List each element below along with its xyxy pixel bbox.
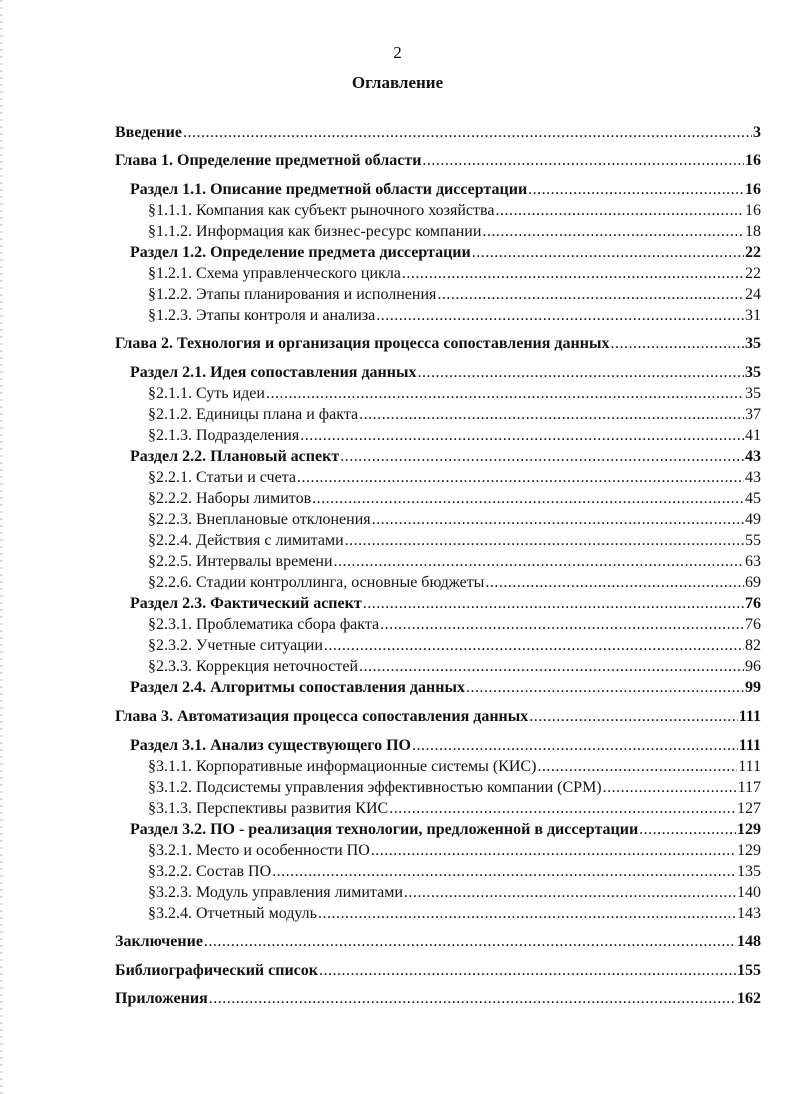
toc-leader-dots xyxy=(266,384,744,404)
toc-entry-page: 49 xyxy=(745,511,761,528)
toc-entry-label: Библиографический список xyxy=(115,962,318,979)
toc-entry-label: Раздел 3.2. ПО - реализация технологии, предложенной в диссертации xyxy=(130,821,639,838)
toc-entry-3-1-1[interactable] xyxy=(148,757,761,777)
toc-entry-page: 155 xyxy=(737,962,761,979)
toc-entry-chapter-3[interactable] xyxy=(115,707,761,727)
toc-leader-dots xyxy=(376,306,744,326)
toc-entry-1-2-3[interactable] xyxy=(148,306,761,326)
toc-entry-page: 117 xyxy=(737,779,761,796)
toc-leader-dots xyxy=(417,363,744,383)
toc-title: Оглавление xyxy=(351,73,444,92)
toc-leader-dots xyxy=(437,285,744,305)
toc-entry-2-2-1[interactable] xyxy=(148,468,761,488)
toc-leader-dots xyxy=(272,862,736,882)
toc-entry-page: 111 xyxy=(738,737,761,754)
toc-entry-page: 22 xyxy=(745,244,761,261)
toc-entry-2-2-6[interactable] xyxy=(148,573,761,593)
toc-entry-section-2-1[interactable] xyxy=(130,363,761,383)
toc-entry-label: §3.2.2. Состав ПО xyxy=(148,863,272,880)
toc-entry-label: §2.2.4. Действия с лимитами xyxy=(148,532,344,549)
toc-entry-label: Раздел 1.2. Определение предмета диссертации xyxy=(130,244,471,261)
toc-entry-label: §1.1.2. Информация как бизнес-ресурс компании xyxy=(148,223,482,240)
toc-leader-dots xyxy=(389,799,736,819)
toc-entry-page: 140 xyxy=(737,884,761,901)
toc-entry-label: §2.2.3. Внеплановые отклонения xyxy=(148,511,371,528)
toc-entry-label: Раздел 2.2. Плановый аспект xyxy=(130,448,340,465)
toc-entry-page: 69 xyxy=(745,574,761,591)
toc-leader-dots xyxy=(380,615,744,635)
toc-entry-page: 35 xyxy=(745,364,761,381)
toc-entry-section-1-1[interactable] xyxy=(130,180,761,200)
toc-entry-1-2-1[interactable] xyxy=(148,264,761,284)
toc-entry-page: 111 xyxy=(738,708,761,725)
toc-entry-label: §1.2.3. Этапы контроля и анализа xyxy=(148,307,376,324)
toc-leader-dots xyxy=(371,841,736,861)
toc-entry-2-2-4[interactable] xyxy=(148,531,761,551)
toc-entry-label: §2.2.2. Наборы лимитов xyxy=(148,490,312,507)
toc-entry-2-1-1[interactable] xyxy=(148,384,761,404)
toc-entry-page: 82 xyxy=(745,637,761,654)
toc-entry-label: §1.2.2. Этапы планирования и исполнения xyxy=(148,286,437,303)
toc-entry-2-2-3[interactable] xyxy=(148,510,761,530)
toc-entry-label: §2.1.2. Единицы плана и факта xyxy=(148,406,359,423)
toc-leader-dots xyxy=(209,989,736,1009)
toc-entry-section-1-2[interactable] xyxy=(130,243,761,263)
toc-entry-page: 129 xyxy=(737,821,761,838)
toc-leader-dots xyxy=(495,201,744,221)
toc-entry-label: §2.3.2. Учетные ситуации xyxy=(148,637,323,654)
toc-entry-label: Раздел 3.1. Анализ существующего ПО xyxy=(130,737,411,754)
toc-entry-page: 35 xyxy=(745,385,761,402)
toc-entry-2-1-2[interactable] xyxy=(148,405,761,425)
toc-entry-label: §3.1.3. Перспективы развития КИС xyxy=(148,800,389,817)
toc-entry-3-1-3[interactable] xyxy=(148,799,761,819)
toc-entry-page: 162 xyxy=(737,990,761,1007)
toc-entry-label: §2.3.1. Проблематика сбора факта xyxy=(148,616,380,633)
toc-leader-dots xyxy=(529,707,738,727)
toc-entry-label: §2.1.1. Суть идеи xyxy=(148,385,265,402)
toc-entry-page: 55 xyxy=(745,532,761,549)
toc-entry-label: Раздел 2.1. Идея сопоставления данных xyxy=(130,364,417,381)
toc-entry-2-1-3[interactable] xyxy=(148,426,761,446)
toc-entry-label: Заключение xyxy=(115,933,203,950)
toc-leader-dots xyxy=(183,123,752,143)
toc-entry-2-3-3[interactable] xyxy=(148,657,761,677)
toc-entry-label: Введение xyxy=(115,124,182,141)
toc-entry-page: 143 xyxy=(737,905,761,922)
toc-leader-dots xyxy=(610,334,744,354)
toc-entry-label: §3.2.1. Место и особенности ПО xyxy=(148,842,370,859)
toc-entry-2-3-2[interactable] xyxy=(148,636,761,656)
toc-leader-dots xyxy=(312,489,744,509)
toc-entry-page: 43 xyxy=(745,469,761,486)
toc-entry-section-3-2[interactable] xyxy=(130,820,761,840)
toc-entry-label: §3.1.1. Корпоративные информационные системы (КИС) xyxy=(148,758,537,775)
toc-leader-dots xyxy=(204,932,736,952)
toc-entry-2-3-1[interactable] xyxy=(148,615,761,635)
toc-entry-conclusion[interactable] xyxy=(115,932,761,952)
toc-entry-label: §3.1.2. Подсистемы управления эффективностью компании (CPM) xyxy=(148,779,602,796)
toc-entry-page: 41 xyxy=(745,427,761,444)
toc-entry-page: 16 xyxy=(745,152,761,169)
toc-entry-1-1-2[interactable] xyxy=(148,222,761,242)
toc-entry-section-3-1[interactable] xyxy=(130,736,761,756)
toc-leader-dots xyxy=(639,820,736,840)
toc-leader-dots xyxy=(363,594,744,614)
toc-leader-dots xyxy=(472,243,744,263)
toc-entry-page: 96 xyxy=(745,658,761,675)
toc-leader-dots xyxy=(603,778,737,798)
toc-entry-label: §1.1.1. Компания как субъект рыночного хозяйства xyxy=(148,202,495,219)
toc-entry-page: 31 xyxy=(745,307,761,324)
toc-leader-dots xyxy=(340,447,744,467)
toc-entry-page: 37 xyxy=(745,406,761,423)
toc-entry-label: §2.2.5. Интервалы времени xyxy=(148,553,333,570)
toc-entry-label: Глава 3. Автоматизация процесса сопоставления данных xyxy=(115,708,529,725)
toc-entry-label: Раздел 1.1. Описание предметной области диссертации xyxy=(130,181,528,198)
toc-entry-label: §1.2.1. Схема управленческого цикла xyxy=(148,265,401,282)
toc-entry-page: 99 xyxy=(745,679,761,696)
toc-entry-page: 129 xyxy=(737,842,761,859)
toc-entry-1-2-2[interactable] xyxy=(148,285,761,305)
toc-leader-dots xyxy=(422,151,744,171)
toc-entry-3-2-3[interactable] xyxy=(148,883,761,903)
toc-entry-3-2-2[interactable] xyxy=(148,862,761,882)
toc-entry-label: §3.2.3. Модуль управления лимитами xyxy=(148,884,403,901)
toc-entry-page: 22 xyxy=(745,265,761,282)
toc-entry-page: 76 xyxy=(745,616,761,633)
toc-entry-label: §3.2.4. Отчетный модуль xyxy=(148,905,317,922)
toc-entry-appendices[interactable] xyxy=(115,989,761,1009)
toc-entry-page: 127 xyxy=(737,800,761,817)
toc-leader-dots xyxy=(466,678,744,698)
toc-entry-label: Приложения xyxy=(115,990,208,1007)
toc-entry-label: Раздел 2.3. Фактический аспект xyxy=(130,595,362,612)
toc-entry-2-2-2[interactable] xyxy=(148,489,761,509)
toc-entry-1-1-1[interactable] xyxy=(148,201,761,221)
toc-entry-page: 24 xyxy=(745,286,761,303)
toc-leader-dots xyxy=(334,552,744,572)
toc-leader-dots xyxy=(412,736,738,756)
toc-entry-page: 148 xyxy=(737,933,761,950)
toc-entry-label: §2.3.3. Коррекция неточностей xyxy=(148,658,359,675)
toc-entry-label: Глава 2. Технология и организация процесса сопоставления данных xyxy=(115,335,610,352)
page-number: 2 xyxy=(393,43,402,62)
toc-entry-section-2-3[interactable] xyxy=(130,594,761,614)
toc-leader-dots xyxy=(537,757,737,777)
toc-leader-dots xyxy=(297,468,744,488)
toc-entry-2-2-5[interactable] xyxy=(148,552,761,572)
toc-entry-3-2-1[interactable] xyxy=(148,841,761,861)
toc-entry-chapter-1[interactable] xyxy=(115,151,761,171)
toc-entry-page: 63 xyxy=(745,553,761,570)
toc-leader-dots xyxy=(319,961,736,981)
toc-entry-label: §2.2.1. Статьи и счета xyxy=(148,469,296,486)
toc-entry-section-2-2[interactable] xyxy=(130,447,761,467)
toc-leader-dots xyxy=(485,573,744,593)
toc-entry-page: 111 xyxy=(738,758,761,775)
toc-entry-page: 3 xyxy=(753,124,761,141)
toc-entry-page: 135 xyxy=(737,863,761,880)
toc-entry-page: 45 xyxy=(745,490,761,507)
toc-leader-dots xyxy=(359,405,744,425)
toc-leader-dots xyxy=(324,636,744,656)
toc-entry-label: §2.1.3. Подразделения xyxy=(148,427,300,444)
toc-leader-dots xyxy=(482,222,744,242)
toc-leader-dots xyxy=(528,180,744,200)
toc-entry-page: 16 xyxy=(745,181,761,198)
toc-entry-3-2-4[interactable] xyxy=(148,904,761,924)
toc-entry-bibliography[interactable] xyxy=(115,961,761,981)
toc-entry-label: Раздел 2.4. Алгоритмы сопоставления данных xyxy=(130,679,465,696)
toc-entry-page: 16 xyxy=(745,202,761,219)
toc-leader-dots xyxy=(345,531,744,551)
toc-entry-chapter-2[interactable] xyxy=(115,334,761,354)
toc-entry-3-1-2[interactable] xyxy=(148,778,761,798)
toc-entry-page: 35 xyxy=(745,335,761,352)
toc-entry-page: 43 xyxy=(745,448,761,465)
toc-entry-page: 18 xyxy=(745,223,761,240)
toc-entry-label: §2.2.6. Стадии контроллинга, основные бюджеты xyxy=(148,574,485,591)
toc-leader-dots xyxy=(404,883,736,903)
toc-entry-introduction[interactable] xyxy=(115,123,761,143)
toc-leader-dots xyxy=(318,904,736,924)
toc-leader-dots xyxy=(359,657,744,677)
toc-leader-dots xyxy=(402,264,744,284)
toc-entry-label: Глава 1. Определение предметной области xyxy=(115,152,422,169)
toc-entry-section-2-4[interactable] xyxy=(130,678,761,698)
toc-entry-page: 76 xyxy=(745,595,761,612)
toc-leader-dots xyxy=(372,510,744,530)
toc-leader-dots xyxy=(300,426,744,446)
